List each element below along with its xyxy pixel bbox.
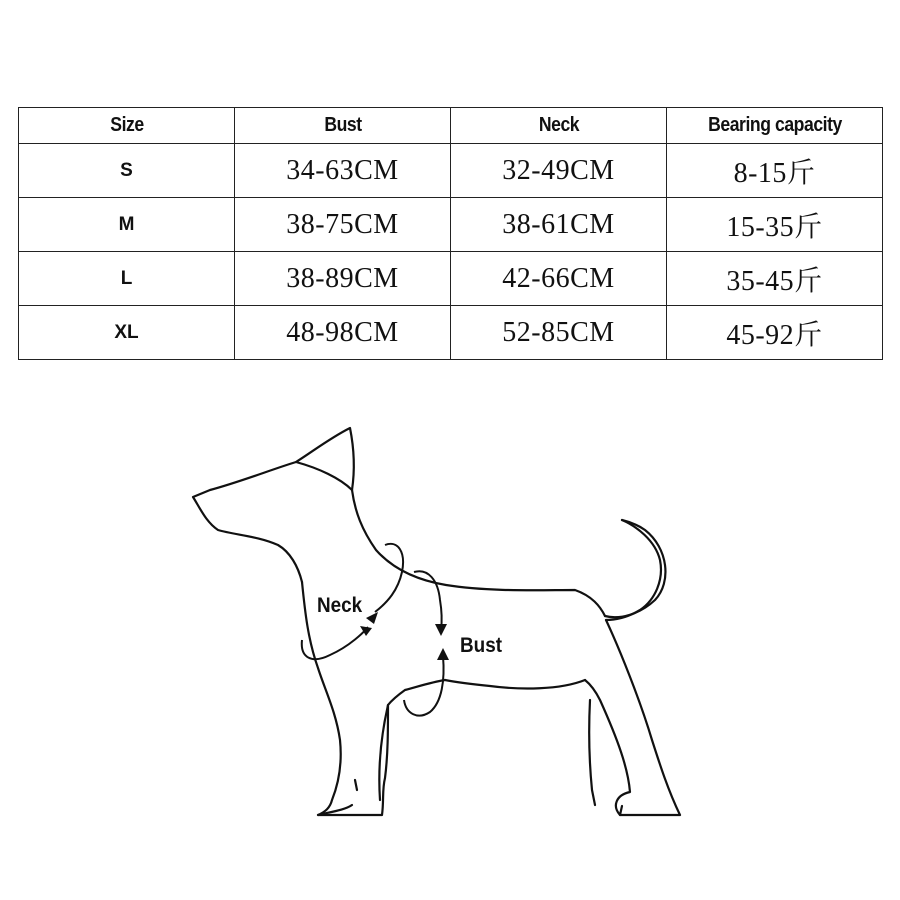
dog-measurement-diagram [0, 400, 900, 900]
bust-cell: 38-89CM [235, 252, 451, 306]
table-header-row [19, 108, 883, 144]
table-row [19, 252, 883, 306]
bust-label: Bust [460, 634, 503, 657]
capacity-cell: 8-15斤 [667, 144, 883, 198]
neck-cell: 38-61CM [451, 198, 667, 252]
size-cell: S [19, 144, 235, 198]
bust-cell: 38-75CM [235, 198, 451, 252]
neck-cell: 42-66CM [451, 252, 667, 306]
neck-label: Neck [317, 594, 363, 617]
size-cell: XL [19, 306, 235, 360]
capacity-cell: 15-35斤 [667, 198, 883, 252]
header-bearing-capacity: Bearing capacity [679, 108, 869, 144]
dog-outline-icon [0, 400, 900, 900]
bust-arrow-icon [404, 571, 444, 715]
neck-cell: 32-49CM [451, 144, 667, 198]
table-row [19, 198, 883, 252]
header-size: Size [31, 108, 221, 144]
table-row [19, 306, 883, 360]
neck-cell: 52-85CM [451, 306, 667, 360]
header-neck: Neck [463, 108, 653, 144]
header-bust: Bust [247, 108, 437, 144]
capacity-cell: 45-92斤 [667, 306, 883, 360]
capacity-cell: 35-45斤 [667, 252, 883, 306]
bust-cell: 48-98CM [235, 306, 451, 360]
table-row [19, 144, 883, 198]
size-chart-table [18, 107, 883, 360]
size-cell: L [19, 252, 235, 306]
bust-cell: 34-63CM [235, 144, 451, 198]
size-cell: M [19, 198, 235, 252]
